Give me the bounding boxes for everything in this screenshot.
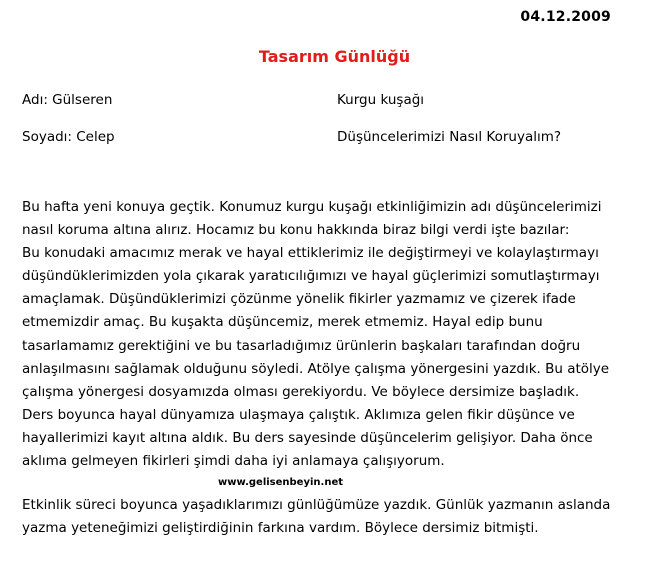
paragraph-line: yazma yeteneğimizi geliştirdiğinin farkına vardım. Böylece dersimiz bitmişti.	[22, 520, 539, 537]
diary-paragraph-1	[22, 196, 662, 473]
page-title: Tasarım Günlüğü	[258, 47, 411, 66]
paragraph-line: nasıl koruma altına alırız. Hocamız bu konu hakkında biraz bilgi verdi işte bazılar:	[22, 222, 570, 239]
name-field: Adı: Gülseren	[22, 92, 113, 108]
paragraph-line: Etkinlik süreci boyunca yaşadıklarımızı günlüğümüze yazdık. Günlük yazmanın aslanda	[22, 497, 611, 513]
paragraph-line: düşündüklerimizden yola çıkarak yaratıcılığımızı ve hayal güçlerimizi somutlaştırmayı	[22, 268, 600, 285]
paragraph-line: aklıma gelmeyen fikirleri şimdi daha iyi anlamaya çalışıyorum.	[22, 453, 445, 470]
paragraph-line: amaçlamak. Düşündüklerimizi çözünme yönelik fikirler yazmamız ve çizerek ifade	[22, 291, 576, 308]
paragraph-line: etmemizdir amaç. Bu kuşakta düşüncemiz, merek etmemiz. Hayal edip bunu	[22, 314, 543, 331]
diary-paragraph-2	[22, 494, 662, 540]
website-watermark: www.gelisenbeyin.net	[218, 477, 344, 488]
paragraph-line: Bu hafta yeni konuya geçtik. Konumuz kurgu kuşağı etkinliğimizin adı düşüncelerimizi	[22, 199, 602, 215]
paragraph-line: tasarlamamız gerektiğini ve bu tasarladığımız ürünlerin başkaları tarafından doğru	[22, 337, 581, 354]
subject-field: Düşüncelerimizi Nasıl Koruyalım?	[337, 129, 562, 145]
paragraph-line: anlaşılmasını sağlamak olduğunu söyledi. Atölye çalışma yönergesini yazdık. Bu atölye	[22, 360, 610, 377]
diary-date: 04.12.2009	[520, 9, 611, 25]
paragraph-line: Ders boyunca hayal dünyamıza ulaşmaya çalıştık. Aklımıza gelen fikir düşünce ve	[22, 406, 575, 423]
paragraph-line: çalışma yönergesi dosyamızda olması gerekiyordu. Ve böylece dersimize başladık.	[22, 383, 580, 400]
surname-field: Soyadı: Celep	[22, 129, 115, 145]
topic-field: Kurgu kuşağı	[337, 92, 425, 108]
paragraph-line: Bu konudaki amacımız merak ve hayal ettiklerimiz ile değiştirmeyi ve kolaylaştırmayı	[22, 245, 599, 262]
paragraph-line: hayallerimizi kayıt altına aldık. Bu ders sayesinde düşüncelerim gelişiyor. Daha önce	[22, 429, 593, 446]
